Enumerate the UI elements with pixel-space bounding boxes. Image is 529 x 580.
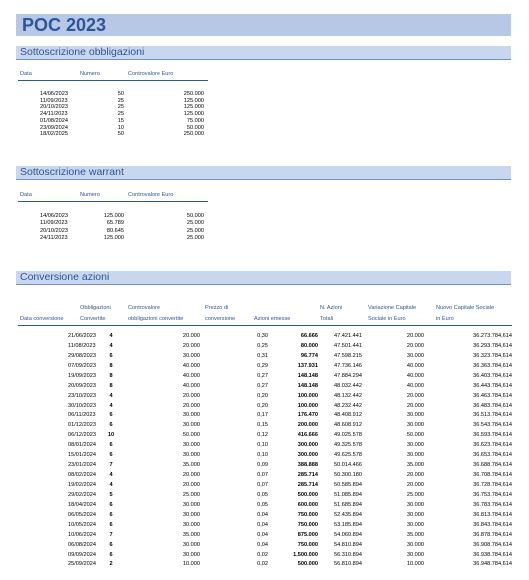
table-cell: 0,07 bbox=[257, 472, 268, 478]
column-header: Convertite bbox=[80, 315, 106, 322]
column-header: Data bbox=[20, 192, 32, 198]
table-cell: 6 bbox=[109, 541, 113, 548]
table-cell: 4 bbox=[109, 481, 113, 488]
table-cell: 66.666 bbox=[300, 333, 318, 339]
table-cell: 30.000 bbox=[182, 551, 200, 558]
column-header: Variazione Capitale bbox=[368, 305, 417, 311]
header-rule bbox=[18, 201, 208, 202]
table-cell: 23/10/2023 bbox=[68, 392, 96, 399]
table-cell: 40.000 bbox=[182, 372, 200, 379]
table-cell: 36.543.784,614 bbox=[473, 422, 512, 429]
section-title-conversione: Conversione azioni bbox=[20, 271, 110, 283]
table-cell: 50.014.466 bbox=[334, 462, 362, 469]
table-cell: 36.783.784,614 bbox=[473, 501, 512, 508]
table-cell: 40.000 bbox=[406, 362, 424, 369]
table-cell: 750.000 bbox=[297, 521, 318, 528]
table-cell: 49.325.578 bbox=[334, 442, 362, 449]
table-cell: 30.000 bbox=[182, 511, 200, 518]
table-cell: 36.463.784,614 bbox=[473, 392, 512, 399]
table-cell: 25.000 bbox=[406, 491, 424, 498]
table-cell: 25/09/2024 bbox=[68, 561, 96, 568]
table-cell: 24/11/2023 bbox=[40, 234, 68, 241]
table-cell: 14/06/2023 bbox=[40, 213, 68, 219]
header-rule bbox=[18, 325, 512, 326]
table-cell: 36.753.784,614 bbox=[473, 491, 512, 498]
table-cell: 285.714 bbox=[297, 472, 318, 478]
table-cell: 20.000 bbox=[406, 333, 424, 339]
table-cell: 20.000 bbox=[406, 342, 424, 349]
section-header-obbligazioni bbox=[16, 46, 511, 60]
table-cell: 30.000 bbox=[406, 541, 424, 548]
table-cell: 4 bbox=[109, 342, 113, 349]
table-cell: 30.000 bbox=[406, 551, 424, 558]
table-cell: 36.363.784,614 bbox=[473, 362, 512, 369]
table-cell: 285.714 bbox=[297, 481, 318, 488]
table-cell: 10/05/2024 bbox=[68, 521, 96, 528]
table-cell: 6 bbox=[109, 452, 113, 459]
section-title-warrant: Sottoscrizione warrant bbox=[20, 166, 124, 178]
table-cell: 50.000 bbox=[406, 432, 424, 439]
table-cell: 35.000 bbox=[182, 531, 200, 538]
table-cell: 36.623.784,614 bbox=[473, 442, 512, 449]
table-cell: 0,29 bbox=[257, 362, 268, 369]
table-cell: 36.273.784,614 bbox=[473, 333, 512, 339]
table-cell: 48.232.442 bbox=[334, 402, 362, 409]
table-cell: 148.148 bbox=[297, 372, 318, 379]
table-cell: 125.000 bbox=[103, 234, 124, 241]
table-cell: 48.132.442 bbox=[334, 392, 362, 399]
table-cell: 36.688.784,614 bbox=[473, 462, 512, 469]
table-cell: 50.000 bbox=[186, 213, 204, 219]
table-cell: 30.000 bbox=[406, 452, 424, 459]
table-cell: 80.000 bbox=[300, 342, 318, 349]
table-cell: 30.000 bbox=[406, 412, 424, 419]
table-cell: 50 bbox=[117, 91, 124, 97]
table-cell: 20.000 bbox=[182, 333, 200, 339]
table-cell: 30.000 bbox=[182, 521, 200, 528]
table-cell: 250.000 bbox=[183, 131, 204, 138]
table-cell: 6 bbox=[109, 521, 113, 528]
table-cell: 0,04 bbox=[257, 531, 268, 538]
table-cell: 54.810.894 bbox=[334, 541, 362, 548]
table-cell: 54.060.894 bbox=[334, 531, 362, 538]
table-cell: 10.000 bbox=[182, 561, 200, 568]
table-cell: 125.000 bbox=[183, 104, 204, 111]
column-header: N. Azioni bbox=[320, 305, 343, 311]
table-cell: 35.000 bbox=[406, 531, 424, 538]
table-cell: 36.878.784,614 bbox=[473, 531, 512, 538]
table-cell: 01/08/2024 bbox=[40, 117, 68, 124]
table-cell: 10 bbox=[107, 432, 115, 439]
table-cell: 19/09/2023 bbox=[68, 372, 96, 379]
table-cell: 65.789 bbox=[106, 220, 124, 227]
table-cell: 750.000 bbox=[297, 541, 318, 548]
table-cell: 125.000 bbox=[183, 111, 204, 118]
table-cell: 0,15 bbox=[257, 422, 268, 429]
column-header: Numero bbox=[80, 192, 100, 198]
table-cell: 20.000 bbox=[406, 481, 424, 488]
table-cell: 6 bbox=[109, 422, 113, 429]
table-cell: 36.403.784,614 bbox=[473, 372, 512, 379]
table-cell: 148.148 bbox=[297, 382, 318, 389]
table-cell: 25.000 bbox=[186, 234, 204, 241]
table-cell: 1.500.000 bbox=[293, 551, 318, 558]
table-cell: 6 bbox=[109, 511, 113, 518]
table-cell: 30/10/2023 bbox=[68, 402, 96, 409]
table-cell: 29/02/2024 bbox=[68, 491, 96, 498]
table-cell: 0,25 bbox=[257, 342, 268, 349]
table-cell: 30.000 bbox=[406, 511, 424, 518]
table-cell: 10 bbox=[117, 124, 124, 131]
table-cell: 20.000 bbox=[406, 402, 424, 409]
table-cell: 30.000 bbox=[182, 352, 200, 359]
table-cell: 0,05 bbox=[257, 501, 268, 508]
table-cell: 20.000 bbox=[406, 472, 424, 478]
page-title: POC 2023 bbox=[22, 15, 107, 35]
table-cell: 30.000 bbox=[406, 422, 424, 429]
table-cell: 36.293.784,614 bbox=[473, 342, 512, 349]
table-cell: 49.025.578 bbox=[334, 432, 362, 439]
column-header: Totali bbox=[320, 315, 334, 322]
section-title-obbligazioni: Sottoscrizione obbligazioni bbox=[20, 46, 145, 58]
table-cell: 20/10/2023 bbox=[40, 104, 68, 111]
table-cell: 40.000 bbox=[182, 362, 200, 369]
table-cell: 23/01/2024 bbox=[68, 462, 96, 469]
table-cell: 47.884.294 bbox=[334, 372, 362, 379]
table-cell: 21/06/2023 bbox=[68, 333, 96, 339]
column-header: Data conversione bbox=[20, 316, 64, 322]
table-cell: 36.443.784,614 bbox=[473, 382, 512, 389]
table-cell: 47.421.441 bbox=[334, 333, 362, 339]
table-cell: 6 bbox=[109, 551, 113, 558]
table-cell: 36.513.784,614 bbox=[473, 412, 512, 419]
column-header: Controvalore Euro bbox=[128, 71, 174, 77]
table-cell: 4 bbox=[109, 402, 113, 409]
table-cell: 30.000 bbox=[406, 442, 424, 449]
column-header: Obbligazioni bbox=[80, 305, 111, 311]
column-header: Prezzo di bbox=[205, 305, 229, 311]
table-cell: 06/11/2023 bbox=[68, 412, 96, 419]
header-rule bbox=[18, 80, 208, 81]
table-cell: 6 bbox=[109, 501, 113, 508]
table-cell: 0,27 bbox=[257, 372, 268, 379]
table-cell: 30.000 bbox=[406, 501, 424, 508]
table-cell: 25.000 bbox=[186, 220, 204, 227]
table-cell: 47.501.441 bbox=[334, 342, 362, 349]
table-cell: 50.585.894 bbox=[334, 481, 362, 488]
table-cell: 0,20 bbox=[257, 392, 268, 399]
table-cell: 53.185.894 bbox=[334, 521, 362, 528]
table-cell: 07/09/2023 bbox=[68, 362, 96, 369]
table-cell: 40.000 bbox=[406, 382, 424, 389]
table-cell: 0,27 bbox=[257, 382, 268, 389]
table-cell: 30.000 bbox=[182, 541, 200, 548]
table-cell: 47.736.146 bbox=[334, 362, 362, 369]
column-header: conversione bbox=[205, 315, 236, 322]
table-cell: 8 bbox=[109, 382, 113, 389]
table-cell: 0,07 bbox=[257, 481, 268, 488]
table-cell: 35.000 bbox=[182, 462, 200, 469]
table-cell: 7 bbox=[109, 531, 113, 538]
table-cell: 36.653.784,614 bbox=[473, 452, 512, 459]
table-cell: 137.931 bbox=[297, 362, 318, 369]
table-cell: 50.300.180 bbox=[334, 472, 362, 478]
table-cell: 36.948.784,614 bbox=[473, 561, 512, 568]
table-cell: 18/02/2025 bbox=[40, 131, 68, 138]
table-cell: 0,04 bbox=[257, 521, 268, 528]
table-cell: 20/10/2023 bbox=[40, 227, 68, 234]
column-header: Nuovo Capitale Sociale bbox=[436, 305, 495, 311]
table-cell: 176.470 bbox=[297, 412, 318, 419]
table-cell: 600.000 bbox=[297, 501, 318, 508]
table-cell: 100.000 bbox=[297, 392, 318, 399]
section-header-conversione bbox=[16, 271, 511, 285]
table-cell: 10.000 bbox=[406, 561, 424, 568]
table-cell: 20.000 bbox=[182, 392, 200, 399]
table-cell: 4 bbox=[109, 333, 113, 339]
table-cell: 06/05/2024 bbox=[68, 511, 96, 518]
table-cell: 125.000 bbox=[103, 213, 124, 219]
table-cell: 750.000 bbox=[297, 511, 318, 518]
table-cell: 36.728.784,614 bbox=[473, 481, 512, 488]
table-cell: 30.000 bbox=[182, 412, 200, 419]
table-cell: 51.685.894 bbox=[334, 501, 362, 508]
table-cell: 48.608.912 bbox=[334, 422, 362, 429]
table-cell: 0,10 bbox=[257, 442, 268, 449]
table-cell: 80.645 bbox=[106, 227, 124, 234]
table-cell: 11/09/2023 bbox=[40, 97, 68, 104]
table-cell: 0,04 bbox=[257, 541, 268, 548]
table-cell: 0,20 bbox=[257, 402, 268, 409]
table-cell: 96.774 bbox=[300, 352, 318, 359]
table-cell: 20.000 bbox=[406, 392, 424, 399]
table-cell: 36.908.784,614 bbox=[473, 541, 512, 548]
table-cell: 48.408.912 bbox=[334, 412, 362, 419]
table-cell: 200.000 bbox=[297, 422, 318, 429]
table-cell: 20.000 bbox=[182, 481, 200, 488]
table-cell: 01/12/2023 bbox=[68, 422, 96, 429]
table-cell: 0,12 bbox=[257, 432, 268, 439]
title-band bbox=[16, 14, 511, 36]
table-cell: 875.000 bbox=[297, 531, 318, 538]
table-cell: 300.000 bbox=[297, 452, 318, 459]
table-cell: 0,30 bbox=[257, 333, 268, 339]
table-cell: 30.000 bbox=[406, 352, 424, 359]
table-cell: 40.000 bbox=[406, 372, 424, 379]
table-cell: 50 bbox=[117, 131, 124, 138]
table-cell: 06/12/2023 bbox=[68, 432, 96, 439]
column-header: Sociale in Euro bbox=[368, 315, 406, 322]
table-cell: 30.000 bbox=[406, 521, 424, 528]
table-cell: 36.323.784,614 bbox=[473, 352, 512, 359]
column-header: Controvalore bbox=[128, 305, 161, 311]
table-cell: 36.813.784,614 bbox=[473, 511, 512, 518]
table-cell: 25 bbox=[117, 111, 124, 118]
table-cell: 06/08/2024 bbox=[68, 541, 96, 548]
table-cell: 4 bbox=[109, 392, 113, 399]
table-cell: 8 bbox=[109, 372, 113, 379]
table-cell: 416.666 bbox=[297, 432, 318, 439]
table-cell: 08/01/2024 bbox=[68, 442, 96, 449]
table-cell: 388.888 bbox=[297, 462, 318, 469]
table-cell: 6 bbox=[109, 442, 113, 449]
table-cell: 8 bbox=[109, 362, 113, 369]
table-cell: 0,09 bbox=[257, 462, 268, 469]
table-cell: 25 bbox=[117, 104, 124, 111]
table-cell: 36.938.784,614 bbox=[473, 551, 512, 558]
table-cell: 11/09/2023 bbox=[40, 220, 68, 227]
table-cell: 5 bbox=[109, 491, 113, 498]
table-cell: 7 bbox=[109, 462, 113, 469]
table-cell: 30.000 bbox=[182, 501, 200, 508]
table-cell: 300.000 bbox=[297, 442, 318, 449]
table-cell: 0,31 bbox=[257, 352, 268, 359]
table-cell: 19/02/2024 bbox=[68, 481, 96, 488]
table-cell: 500.000 bbox=[297, 491, 318, 498]
table-cell: 56.810.894 bbox=[334, 561, 362, 568]
table-cell: 48.032.442 bbox=[334, 382, 362, 389]
table-cell: 0,10 bbox=[257, 452, 268, 459]
table-cell: 36.708.784,614 bbox=[473, 472, 512, 478]
table-cell: 24/11/2023 bbox=[40, 111, 68, 118]
table-cell: 0,04 bbox=[257, 511, 268, 518]
column-header: Azioni emesse bbox=[254, 316, 291, 322]
table-cell: 0,02 bbox=[257, 561, 268, 568]
table-cell: 30.000 bbox=[182, 452, 200, 459]
table-cell: 6 bbox=[109, 412, 113, 419]
column-header: Controvalore Euro bbox=[128, 192, 174, 198]
column-header: Numero bbox=[80, 71, 100, 77]
table-cell: 0,17 bbox=[257, 412, 268, 419]
table-cell: 36.843.784,614 bbox=[473, 521, 512, 528]
table-cell: 20.000 bbox=[182, 472, 200, 478]
table-cell: 40.000 bbox=[182, 382, 200, 389]
table-cell: 51.085.894 bbox=[334, 491, 362, 498]
table-cell: 18/04/2024 bbox=[68, 501, 96, 508]
table-cell: 100.000 bbox=[297, 402, 318, 409]
column-header: obbligazioni convertite bbox=[128, 315, 184, 322]
table-cell: 4 bbox=[109, 472, 113, 478]
table-cell: 47.598.215 bbox=[334, 352, 362, 359]
table-cell: 36.483.784,614 bbox=[473, 402, 512, 409]
table-cell: 15/01/2024 bbox=[68, 452, 96, 459]
table-cell: 14/06/2023 bbox=[40, 91, 68, 97]
table-cell: 36.593.784,614 bbox=[473, 432, 512, 439]
table-cell: 0,02 bbox=[257, 551, 268, 558]
column-header: in Euro bbox=[436, 315, 454, 322]
table-cell: 25 bbox=[117, 97, 124, 104]
table-cell: 52.435.894 bbox=[334, 511, 362, 518]
table-cell: 09/09/2024 bbox=[68, 551, 96, 558]
table-cell: 35.000 bbox=[406, 462, 424, 469]
table-cell: 08/02/2024 bbox=[68, 472, 96, 478]
table-cell: 20.000 bbox=[182, 402, 200, 409]
table-cell: 23/09/2024 bbox=[40, 124, 68, 131]
table-cell: 6 bbox=[109, 352, 113, 359]
section-header-warrant bbox=[16, 166, 511, 180]
table-cell: 250.000 bbox=[183, 91, 204, 97]
table-cell: 125.000 bbox=[183, 97, 204, 104]
table-cell: 29/08/2023 bbox=[68, 352, 96, 359]
table-cell: 11/08/2023 bbox=[68, 342, 96, 349]
table-cell: 50.000 bbox=[186, 124, 204, 131]
column-header: Data bbox=[20, 71, 32, 77]
table-cell: 75.000 bbox=[186, 117, 204, 124]
table-cell: 56.310.894 bbox=[334, 551, 362, 558]
table-cell: 30.000 bbox=[182, 422, 200, 429]
table-cell: 15 bbox=[117, 117, 124, 124]
table-cell: 2 bbox=[109, 561, 113, 568]
table-cell: 20/09/2023 bbox=[68, 382, 96, 389]
table-cell: 0,05 bbox=[257, 491, 268, 498]
table-cell: 25.000 bbox=[182, 491, 200, 498]
table-cell: 20.000 bbox=[182, 342, 200, 349]
table-cell: 30.000 bbox=[182, 442, 200, 449]
table-cell: 49.625.578 bbox=[334, 452, 362, 459]
table-cell: 500.000 bbox=[297, 561, 318, 568]
table-cell: 50.000 bbox=[182, 432, 200, 439]
table-cell: 10/06/2024 bbox=[68, 531, 96, 538]
table-cell: 25.000 bbox=[186, 227, 204, 234]
